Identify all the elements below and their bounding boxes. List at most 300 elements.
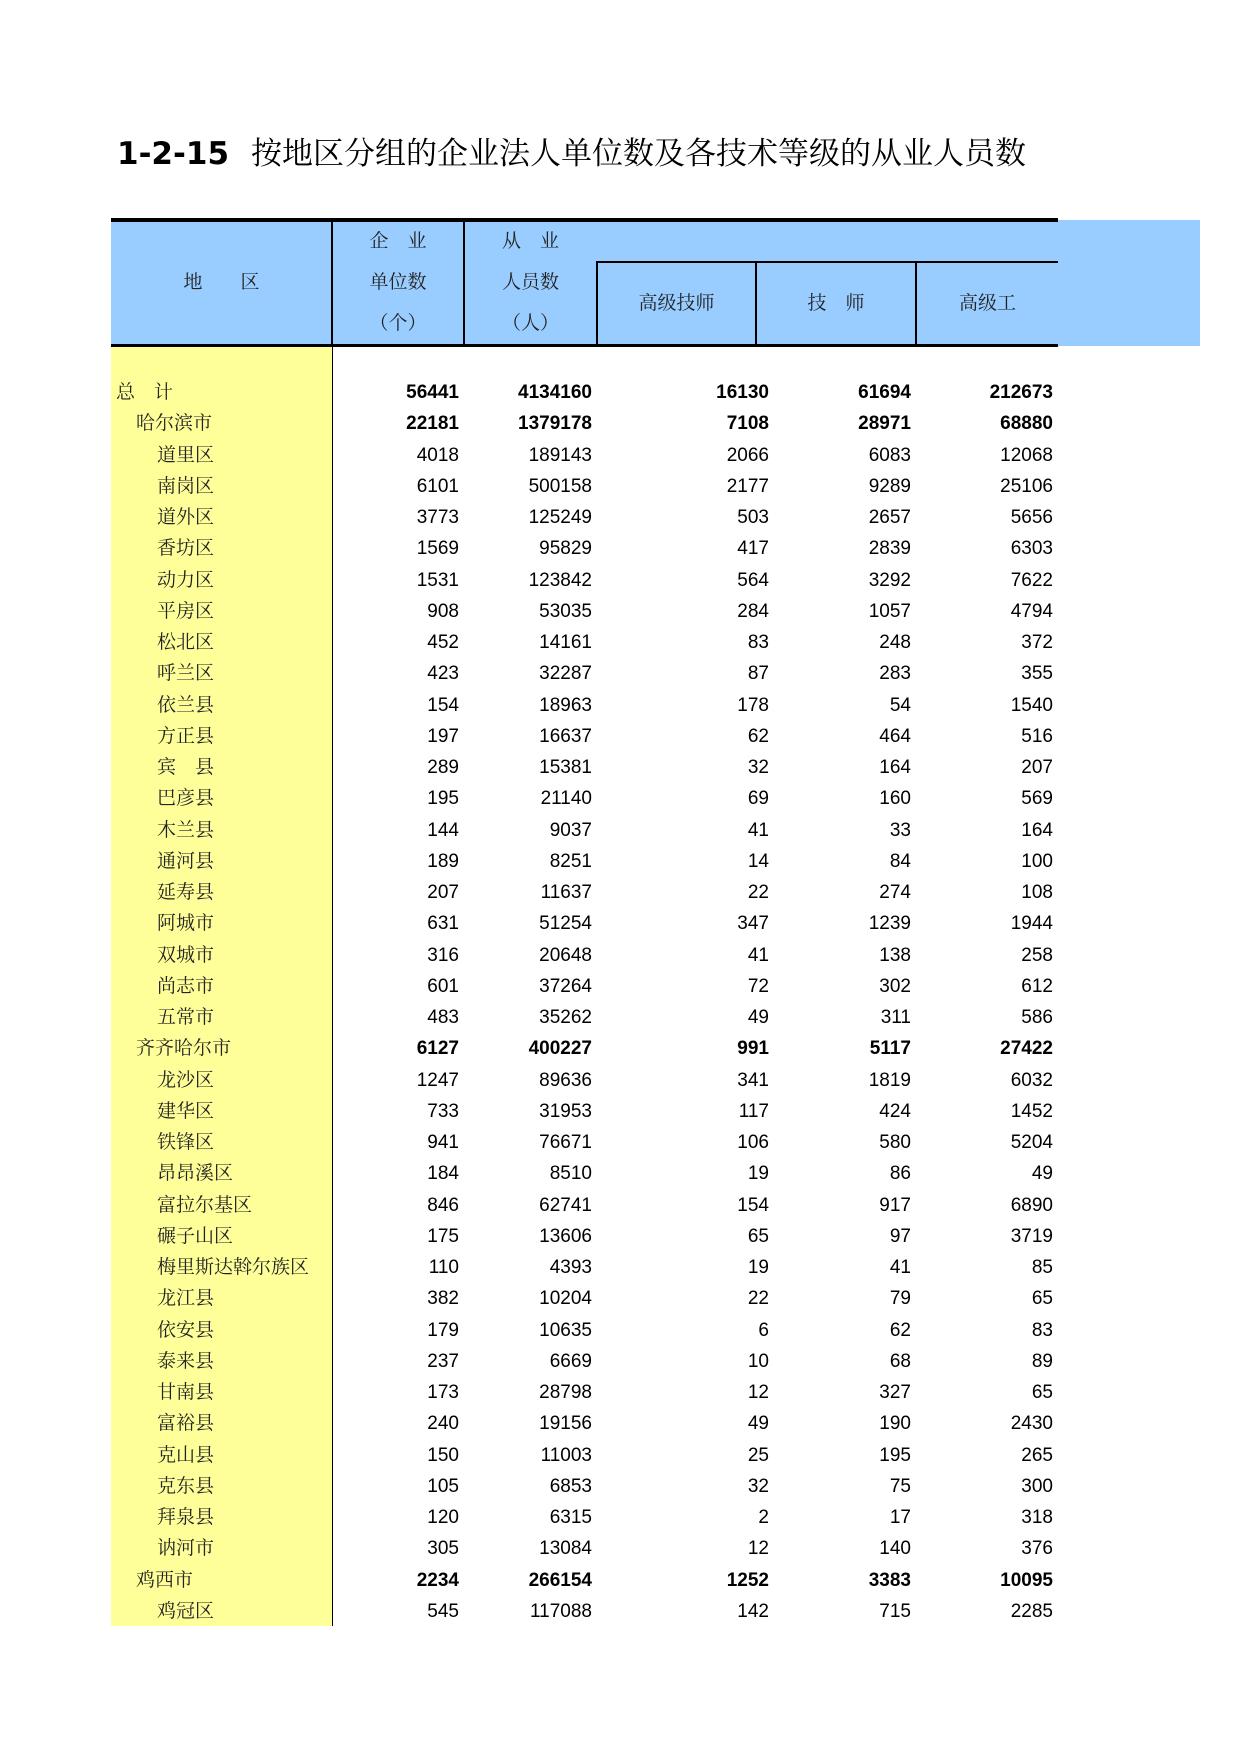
enterprise-count: 189 — [427, 850, 459, 872]
enterprise-count: 207 — [427, 882, 459, 903]
senior-worker-count: 89 — [1031, 1350, 1053, 1372]
region-name: 平房区 — [157, 599, 215, 622]
region-name: 甘南县 — [157, 1381, 215, 1403]
header-senior-technician-label: 高级技师 — [638, 292, 715, 314]
table-number: 1-2-15 — [117, 136, 230, 172]
senior-technician-count: 19 — [747, 1257, 769, 1278]
employee-count: 18963 — [539, 694, 592, 716]
senior-technician-count: 2 — [758, 1507, 769, 1528]
senior-worker-count: 5204 — [1010, 1132, 1053, 1153]
enterprise-count: 110 — [428, 1257, 459, 1278]
region-name: 鸡西市 — [136, 1568, 194, 1591]
table-row — [111, 877, 1058, 908]
senior-technician-count: 564 — [737, 569, 769, 591]
employee-count: 21140 — [540, 788, 592, 810]
technician-count: 195 — [879, 1444, 911, 1466]
senior-technician-count: 7108 — [726, 413, 769, 435]
senior-technician-count: 41 — [747, 944, 769, 966]
region-name: 延寿县 — [157, 881, 215, 903]
region-name: 巴彦县 — [157, 787, 215, 810]
table-row — [111, 1315, 1058, 1346]
senior-worker-count: 10095 — [1000, 1569, 1053, 1591]
enterprise-count: 240 — [427, 1413, 459, 1435]
header-region-label: 地 区 — [183, 271, 260, 293]
region-name: 动力区 — [157, 568, 215, 591]
technician-count: 2657 — [868, 507, 911, 528]
senior-technician-count: 1252 — [726, 1569, 769, 1591]
senior-worker-count: 12068 — [1000, 444, 1053, 466]
table-row — [111, 940, 1058, 971]
senior-technician-count: 341 — [737, 1069, 769, 1091]
senior-technician-count: 49 — [747, 1007, 769, 1028]
table-row — [111, 1033, 1058, 1064]
table-row — [111, 971, 1058, 1002]
table-row — [111, 1127, 1058, 1158]
enterprise-count: 1247 — [416, 1069, 459, 1091]
technician-count: 33 — [889, 819, 911, 841]
region-name: 鸡冠区 — [157, 1599, 215, 1622]
senior-worker-count: 6303 — [1010, 538, 1053, 560]
technician-count: 3383 — [868, 1569, 911, 1591]
table-row — [111, 1440, 1058, 1471]
employee-count: 37264 — [539, 975, 592, 997]
employee-count: 8251 — [549, 850, 592, 872]
enterprise-count: 237 — [427, 1350, 459, 1372]
employee-count: 95829 — [539, 538, 592, 560]
enterprise-count: 56441 — [406, 382, 459, 403]
technician-count: 283 — [879, 663, 911, 685]
table-row — [111, 1596, 1058, 1627]
table-row — [111, 846, 1058, 877]
technician-count: 1239 — [868, 913, 911, 935]
enterprise-count: 197 — [427, 725, 459, 747]
employee-count: 28798 — [539, 1382, 592, 1403]
enterprise-count: 1569 — [416, 538, 459, 560]
technician-count: 3292 — [868, 569, 911, 591]
employee-count: 20648 — [539, 944, 592, 966]
employee-count: 6669 — [549, 1350, 592, 1372]
senior-technician-count: 10 — [747, 1350, 769, 1372]
enterprise-count: 908 — [427, 600, 459, 622]
table-row — [111, 1190, 1058, 1221]
region-name: 齐齐哈尔市 — [136, 1037, 232, 1060]
region-name: 宾 县 — [157, 756, 215, 778]
region-name: 呼兰区 — [157, 662, 215, 685]
enterprise-count: 289 — [427, 757, 459, 778]
senior-worker-count: 355 — [1021, 663, 1053, 685]
region-name: 梅里斯达斡尔族区 — [157, 1256, 310, 1278]
region-name: 木兰县 — [157, 818, 215, 841]
table-row — [111, 658, 1058, 689]
region-name: 通河县 — [157, 849, 215, 872]
enterprise-count: 483 — [427, 1007, 459, 1028]
senior-worker-count: 376 — [1021, 1538, 1053, 1560]
senior-technician-count: 142 — [737, 1600, 769, 1622]
enterprise-count: 545 — [427, 1600, 459, 1622]
senior-technician-count: 41 — [747, 819, 769, 841]
region-name: 方正县 — [157, 724, 215, 747]
senior-technician-count: 12 — [747, 1538, 769, 1560]
technician-count: 84 — [889, 850, 911, 872]
enterprise-count: 154 — [427, 694, 459, 716]
header-region — [111, 262, 332, 303]
senior-technician-count: 62 — [747, 725, 769, 747]
employee-count: 6853 — [549, 1475, 592, 1497]
senior-worker-count: 65 — [1031, 1382, 1053, 1403]
region-name: 南岗区 — [157, 474, 215, 497]
senior-worker-count: 612 — [1021, 975, 1053, 997]
senior-technician-count: 19 — [747, 1163, 769, 1185]
employee-count: 8510 — [549, 1163, 592, 1185]
enterprise-count: 4018 — [416, 444, 459, 466]
technician-count: 424 — [879, 1100, 911, 1122]
technician-count: 2839 — [868, 538, 911, 560]
employee-count: 53035 — [539, 600, 592, 622]
table-row — [111, 908, 1058, 939]
region-name: 富裕县 — [157, 1412, 215, 1435]
header-employees-line3: （人） — [501, 312, 559, 334]
header-employees — [465, 221, 596, 344]
employee-count: 11637 — [540, 882, 592, 903]
senior-technician-count: 16130 — [716, 382, 769, 403]
table-row — [111, 565, 1058, 596]
employee-count: 400227 — [528, 1038, 592, 1060]
technician-count: 1819 — [868, 1069, 911, 1091]
table-row — [111, 408, 1058, 439]
enterprise-count: 305 — [427, 1538, 459, 1560]
header-senior-technician — [598, 283, 755, 324]
employee-count: 13606 — [539, 1225, 592, 1247]
senior-worker-count: 100 — [1021, 850, 1053, 872]
technician-count: 86 — [889, 1163, 911, 1185]
employee-count: 89636 — [539, 1069, 592, 1091]
technician-count: 140 — [879, 1538, 911, 1560]
senior-worker-count: 569 — [1021, 788, 1053, 810]
region-name: 香坊区 — [157, 537, 215, 560]
employee-count: 16637 — [539, 725, 592, 747]
table-title-text: 按地区分组的企业法人单位数及各技术等级的从业人员数 — [251, 136, 1027, 172]
senior-worker-count: 5656 — [1010, 507, 1053, 528]
senior-worker-count: 4794 — [1010, 600, 1053, 622]
senior-worker-count: 83 — [1031, 1319, 1053, 1341]
technician-count: 9289 — [868, 475, 911, 497]
senior-worker-count: 7622 — [1010, 569, 1053, 591]
employee-count: 6315 — [549, 1507, 592, 1528]
region-name: 道外区 — [157, 506, 215, 528]
region-name: 五常市 — [157, 1006, 215, 1028]
senior-worker-count: 516 — [1021, 725, 1053, 747]
senior-worker-count: 258 — [1021, 944, 1053, 966]
enterprise-count: 173 — [427, 1382, 459, 1403]
senior-technician-count: 22 — [747, 1288, 769, 1310]
region-name: 碾子山区 — [157, 1224, 234, 1247]
senior-worker-count: 108 — [1021, 882, 1053, 903]
enterprise-count: 316 — [427, 944, 459, 966]
senior-worker-count: 318 — [1021, 1507, 1053, 1528]
table-row — [111, 440, 1058, 471]
employee-count: 123842 — [528, 569, 592, 591]
table-row — [111, 1565, 1058, 1596]
region-name: 依兰县 — [157, 693, 215, 716]
table-row — [111, 1283, 1058, 1314]
region-name: 松北区 — [157, 631, 215, 653]
senior-technician-count: 106 — [737, 1132, 769, 1153]
table-row — [111, 1221, 1058, 1252]
enterprise-count: 175 — [427, 1225, 459, 1247]
senior-technician-count: 32 — [747, 1475, 769, 1497]
table-row — [111, 627, 1058, 658]
table-row — [111, 752, 1058, 783]
employee-count: 500158 — [528, 475, 592, 497]
region-name: 龙江县 — [157, 1287, 215, 1310]
senior-technician-count: 284 — [737, 600, 769, 622]
senior-worker-count: 265 — [1021, 1444, 1053, 1466]
table-row — [111, 502, 1058, 533]
table-row — [111, 377, 1058, 408]
technician-count: 97 — [889, 1225, 911, 1247]
employee-count: 51254 — [539, 913, 592, 935]
employee-count: 15381 — [539, 757, 592, 778]
enterprise-count: 144 — [427, 819, 459, 841]
technician-count: 41 — [889, 1257, 911, 1278]
region-name: 依安县 — [157, 1318, 215, 1341]
table-row — [111, 783, 1058, 814]
employee-count: 10635 — [539, 1319, 592, 1341]
enterprise-count: 3773 — [416, 507, 459, 528]
header-technician-label: 技 师 — [807, 292, 865, 314]
technician-count: 62 — [889, 1319, 911, 1341]
table-row — [111, 596, 1058, 627]
employee-count: 4134160 — [518, 382, 592, 403]
page-title — [117, 128, 1062, 173]
header-employees-line2: 人员数 — [501, 271, 559, 293]
header-senior-worker-label: 高级工 — [958, 292, 1016, 314]
technician-count: 54 — [889, 694, 911, 716]
enterprise-count: 120 — [427, 1507, 459, 1528]
senior-technician-count: 72 — [747, 975, 769, 997]
region-name: 总 计 — [116, 381, 174, 403]
employee-count: 266154 — [528, 1569, 592, 1591]
table-row — [111, 690, 1058, 721]
senior-technician-count: 49 — [747, 1413, 769, 1435]
senior-technician-count: 87 — [747, 663, 769, 685]
senior-technician-count: 347 — [737, 913, 769, 935]
technician-count: 1057 — [868, 600, 911, 622]
senior-worker-count: 164 — [1021, 819, 1053, 841]
technician-count: 61694 — [858, 382, 911, 403]
region-name: 克山县 — [157, 1443, 215, 1466]
technician-count: 164 — [879, 757, 911, 778]
table-row — [111, 1471, 1058, 1502]
header-enterprises-line3: （个） — [369, 312, 427, 334]
employee-count: 31953 — [539, 1100, 592, 1122]
enterprise-count: 733 — [427, 1100, 459, 1122]
technician-count: 580 — [879, 1132, 911, 1153]
senior-technician-count: 417 — [737, 538, 769, 560]
senior-worker-count: 1944 — [1010, 913, 1053, 935]
table-row — [111, 1408, 1058, 1439]
enterprise-count: 941 — [427, 1132, 459, 1153]
table-row — [111, 1252, 1058, 1283]
enterprise-count: 2234 — [416, 1569, 459, 1591]
senior-technician-count: 83 — [747, 632, 769, 653]
region-name: 龙沙区 — [157, 1068, 215, 1091]
table-row — [111, 815, 1058, 846]
senior-worker-count: 65 — [1031, 1288, 1053, 1310]
senior-worker-count: 300 — [1021, 1475, 1053, 1497]
enterprise-count: 1531 — [416, 569, 459, 591]
employee-count: 189143 — [528, 444, 592, 466]
senior-worker-count: 49 — [1031, 1163, 1053, 1185]
technician-count: 248 — [879, 632, 911, 653]
technician-count: 160 — [879, 788, 911, 810]
technician-count: 190 — [879, 1413, 911, 1435]
technician-count: 68 — [889, 1350, 911, 1372]
table-row — [111, 1158, 1058, 1189]
senior-worker-count: 1540 — [1010, 694, 1053, 716]
header-enterprises — [333, 221, 463, 344]
region-name: 双城市 — [157, 943, 215, 966]
employee-count: 13084 — [539, 1538, 592, 1560]
employee-count: 11003 — [540, 1444, 592, 1466]
employee-count: 19156 — [539, 1413, 592, 1435]
senior-technician-count: 22 — [747, 882, 769, 903]
header-enterprises-line2: 单位数 — [369, 271, 427, 293]
enterprise-count: 382 — [427, 1288, 459, 1310]
region-name: 昂昂溪区 — [157, 1162, 234, 1185]
technician-count: 138 — [879, 944, 911, 966]
table-row — [111, 471, 1058, 502]
senior-technician-count: 6 — [758, 1319, 769, 1341]
region-name: 泰来县 — [157, 1349, 215, 1372]
senior-technician-count: 14 — [747, 850, 769, 872]
enterprise-count: 6101 — [416, 475, 459, 497]
senior-worker-count: 1452 — [1010, 1100, 1053, 1122]
senior-technician-count: 32 — [747, 757, 769, 778]
senior-technician-count: 991 — [737, 1038, 769, 1060]
senior-worker-count: 25106 — [1000, 475, 1053, 497]
header-employees-line1: 从 业 — [501, 230, 559, 252]
senior-worker-count: 68880 — [1000, 413, 1053, 435]
technician-count: 75 — [889, 1475, 911, 1497]
enterprise-count: 179 — [427, 1319, 459, 1341]
header-technician — [757, 283, 915, 324]
region-name: 富拉尔基区 — [157, 1193, 253, 1216]
senior-worker-count: 207 — [1021, 757, 1053, 778]
senior-worker-count: 85 — [1031, 1257, 1053, 1278]
enterprise-count: 631 — [427, 913, 459, 935]
technician-count: 274 — [879, 882, 911, 903]
employee-count: 32287 — [539, 663, 592, 685]
data-table-body — [111, 377, 1058, 1627]
table-row — [111, 1096, 1058, 1127]
enterprise-count: 22181 — [406, 413, 459, 435]
senior-technician-count: 178 — [737, 694, 769, 716]
region-name: 哈尔滨市 — [136, 412, 213, 435]
technician-count: 917 — [879, 1194, 911, 1216]
table-row — [111, 1002, 1058, 1033]
senior-technician-count: 69 — [747, 788, 769, 810]
senior-worker-count: 586 — [1021, 1007, 1053, 1028]
senior-technician-count: 503 — [737, 507, 769, 528]
region-name: 尚志市 — [157, 974, 215, 997]
enterprise-count: 601 — [427, 975, 459, 997]
enterprise-count: 195 — [427, 788, 459, 810]
technician-count: 17 — [889, 1507, 911, 1528]
senior-worker-count: 3719 — [1010, 1225, 1053, 1247]
table-row — [111, 1377, 1058, 1408]
senior-technician-count: 12 — [747, 1382, 769, 1403]
enterprise-count: 105 — [427, 1475, 459, 1497]
header-senior-worker — [917, 283, 1058, 324]
region-name: 道里区 — [157, 443, 215, 466]
senior-worker-count: 372 — [1021, 632, 1053, 653]
senior-worker-count: 6032 — [1010, 1069, 1053, 1091]
senior-technician-count: 25 — [747, 1444, 769, 1466]
region-name: 阿城市 — [157, 912, 215, 935]
technician-count: 302 — [879, 975, 911, 997]
table-row — [111, 1502, 1058, 1533]
region-name: 铁锋区 — [157, 1131, 215, 1153]
senior-worker-count: 212673 — [989, 382, 1053, 403]
technician-count: 464 — [879, 725, 911, 747]
senior-worker-count: 2430 — [1010, 1413, 1053, 1435]
technician-count: 28971 — [858, 413, 911, 435]
enterprise-count: 6127 — [416, 1038, 459, 1060]
region-name: 讷河市 — [157, 1537, 215, 1560]
technician-count: 6083 — [868, 444, 911, 466]
table-row — [111, 1533, 1058, 1564]
region-name: 拜泉县 — [157, 1506, 215, 1528]
table-row — [111, 721, 1058, 752]
enterprise-count: 423 — [427, 663, 459, 685]
senior-technician-count: 2177 — [726, 475, 769, 497]
senior-technician-count: 2066 — [726, 444, 769, 466]
technician-count: 79 — [889, 1288, 911, 1310]
region-name: 建华区 — [157, 1099, 215, 1122]
employee-count: 125249 — [528, 507, 592, 528]
technician-count: 311 — [880, 1007, 911, 1028]
employee-count: 4393 — [549, 1257, 592, 1278]
senior-worker-count: 2285 — [1010, 1600, 1053, 1622]
senior-technician-count: 154 — [737, 1194, 769, 1216]
technician-count: 715 — [879, 1600, 911, 1622]
region-name: 克东县 — [157, 1474, 215, 1497]
employee-count: 76671 — [539, 1132, 592, 1153]
employee-count: 1379178 — [518, 413, 592, 435]
employee-count: 10204 — [539, 1288, 592, 1310]
header-mid-rule — [597, 261, 1058, 263]
senior-technician-count: 117 — [738, 1100, 769, 1122]
employee-count: 117088 — [530, 1600, 592, 1622]
employee-count: 35262 — [539, 1007, 592, 1028]
header-enterprises-line1: 企 业 — [369, 230, 427, 252]
senior-worker-count: 6890 — [1010, 1194, 1053, 1216]
technician-count: 327 — [879, 1382, 911, 1403]
enterprise-count: 846 — [427, 1194, 459, 1216]
enterprise-count: 452 — [427, 632, 459, 653]
employee-count: 62741 — [539, 1194, 592, 1216]
senior-worker-count: 27422 — [1000, 1038, 1053, 1060]
table-row — [111, 533, 1058, 564]
table-row — [111, 1346, 1058, 1377]
table-row — [111, 1065, 1058, 1096]
enterprise-count: 184 — [427, 1163, 459, 1185]
senior-technician-count: 65 — [747, 1225, 769, 1247]
technician-count: 5117 — [869, 1038, 911, 1060]
employee-count: 9037 — [549, 819, 592, 841]
employee-count: 14161 — [539, 632, 592, 653]
